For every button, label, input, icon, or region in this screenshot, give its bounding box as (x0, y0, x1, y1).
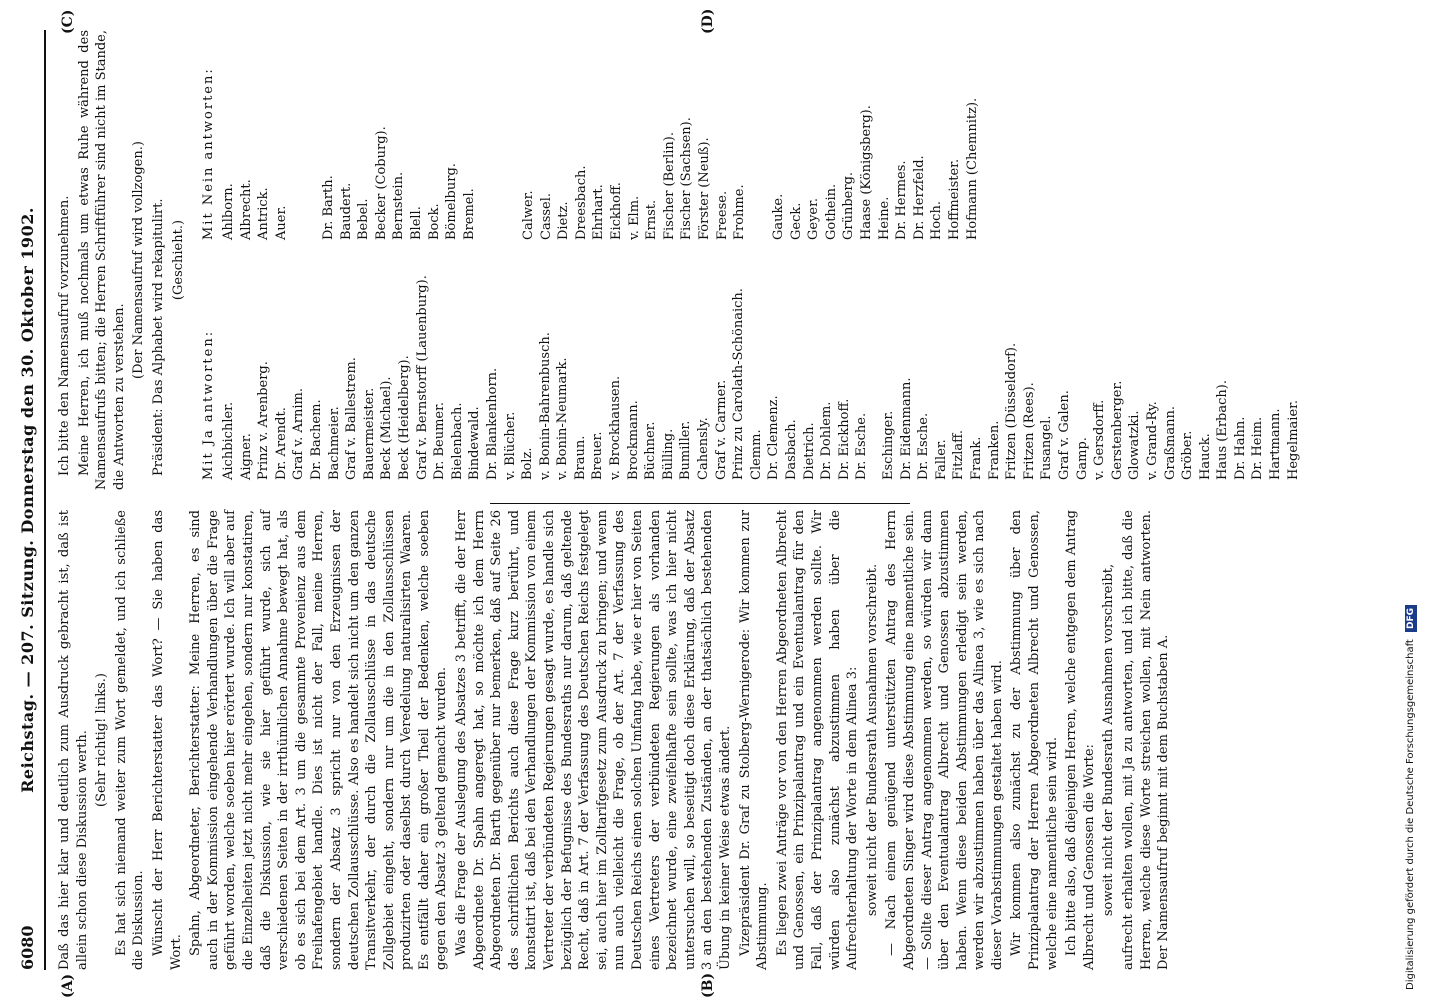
vote-name: Hauck. (1197, 433, 1213, 480)
footer (1405, 605, 1428, 990)
margin-marker-a: (A) (60, 973, 76, 998)
vote-name: Bülling. (660, 428, 676, 480)
paragraph: — Nach einem genügend unterstützten Antrag des Herrn Abgeordneten Singer wird diese Abstimmung eine namentliche sein. — Sollte dieser Antrag angenommen werden, so würden wir dann über den Eventualantrag Albrecht und Genossen abzustimmen haben. Wenn diese beiden Abstimmungen erledigt sein werden, werden wir abzustimmen haben über das Alinea 3, wie es sich nach dieser Vorabstimmungen gestaltet haben wird. (884, 510, 1005, 970)
paragraph: aufrecht erhalten wollen, mit Ja zu antworten, und ich bitte, daß die Herren, welche diese Worte streichen wollen, mit Nein antworten. Der Namensaufruf beginnt mit dem Buchstaben A. (1121, 510, 1172, 970)
vote-name: Heine. (876, 196, 892, 240)
paragraph: Daß das hier klar und deutlich zum Ausdruck gebracht ist, daß ist allein schon diese Diskussion werth. (57, 510, 90, 970)
paragraph: Wünscht der Herr Berichterstatter das Wort? — Sie haben das Wort. (150, 510, 184, 970)
ja-list-2 (880, 320, 1302, 480)
vote-name: Auer. (273, 205, 289, 240)
vote-name: Ahlborn. (221, 183, 236, 240)
vote-name: Bindewald. (467, 406, 483, 480)
nein-list-4 (770, 60, 981, 240)
vote-name: Beck (Michael). (379, 376, 395, 480)
vote-name: v. Bonin-Bahrenbusch. (537, 332, 553, 480)
vote-name: Dietrich. (801, 422, 817, 480)
vote-name: Fischer (Berlin). (661, 132, 677, 240)
vote-name: Fitzlaff. (951, 429, 967, 480)
vote-name: Graf v. Arnim. (291, 388, 307, 480)
vote-name: Cassel. (538, 192, 554, 240)
vote-name: Gothein. (823, 183, 839, 240)
vote-name: Eschinger. (881, 410, 896, 480)
vote-name: v. Brockhausen. (608, 375, 624, 480)
vote-name: Bömelburg. (444, 163, 460, 240)
vote-name: Dr. Blankenhorn. (484, 367, 500, 480)
dfg-logo: DFG (1405, 605, 1417, 632)
vote-name: Dr. Eidenmann. (898, 377, 914, 480)
vote-name: Dr. Esche. (854, 412, 870, 480)
vote-name: Dr. Esche. (916, 412, 932, 480)
paragraph: (Sehr richtig! links.) (94, 673, 110, 807)
vote-name: Dasbach. (784, 419, 799, 480)
vote-name: Bielenbach. (449, 402, 465, 480)
vote-name: Fischer (Sachsen). (679, 117, 695, 240)
paragraph: Es liegen zwei Anträge vor von den Herren Abgeordneten Albrecht und Genossen, ein Prinzipalantrag und ein Eventualantrag für den Fall, daß der Prinzipalantrag angenommen werden sollte. Wir würden also zunächst abzustimmen haben über die Aufrechterhaltung der Worte in dem Alinea 3: (774, 510, 861, 970)
vote-name: Grünberg. (841, 171, 857, 240)
paragraph: Es hat sich niemand weiter zum Wort gemeldet, und ich schließe die Diskussion. (113, 510, 147, 970)
vote-name: Graf v. Ballestrem. (344, 357, 360, 480)
vote-name: Dr. Dohlem. (819, 401, 835, 480)
paragraph: Was die Frage der Auslegung des Absatzes 3 betrifft, die der Herr Abgeordnete Dr. Spahn angeregt hat, so möchte ich dem Herrn Abgeordneten Dr. Barth gegenüber nur bemerken, daß auf Seite 26 des schriftlichen Berichts auch diese Frage kurz berührt, und konstatirt ist, daß bei den Verhandlungen der Kommission von einem Vertreter der verbündeten Regierungen gesagt wurde, es handle sich bezüglich der Befugnisse des Bundesraths nur darum, daß geltende Recht, daß in Art. 7 der Verfassung des Deutschen Reichs festgelegt sei, auch hier im Zolltarifgesetz zum Ausdruck zu bringen; und wenn nun auch vielleicht die Frage, ob der Art. 7 der Verfassung des Deutschen Reichs einen solchen Umfang habe, wie er hier von Seiten eines Vertreters der verbündeten Regierungen als vorhanden bezeichnet wurde, eine zweifelhafte sein sollte, was ich hier nicht untersuchen will, so beseitigt doch diese Erklärung, daß der Absatz 3 an den bestehenden Zuständen, an der thatsächlich bestehenden Übung in keiner Weise etwas ändert. (454, 510, 733, 970)
vote-name: Bremel. (461, 188, 477, 240)
vote-name: Blell. (408, 206, 424, 240)
vote-name: Dietz. (556, 201, 572, 240)
vote-name: v. Gersdorff. (1092, 399, 1108, 480)
vote-name: Breuer. (590, 431, 606, 480)
vote-name: Fusangel. (1039, 415, 1055, 480)
vote-name: v. Bonin-Neumark. (555, 357, 571, 480)
vote-name: Albrecht. (238, 179, 254, 240)
vote-name: Brockmann. (625, 400, 641, 480)
vote-name: Cahensly. (696, 417, 712, 480)
vote-name: Graf v. Galen. (1056, 390, 1072, 480)
vote-name: Eickhoff. (608, 182, 624, 240)
vote-name: Bernstein. (391, 171, 407, 240)
vote-name: Baudert. (338, 182, 354, 240)
paragraph: Wir kommen also zunächst zu der Abstimmung über den Prinzipalantrag der Herren Abgeordneten Albrecht und Genossen, welche eine namentliche sein wird. (1009, 510, 1060, 970)
vote-name: Clemm. (748, 429, 764, 480)
vote-name: Graf v. Bernstorff (Lauenburg). (414, 275, 430, 480)
vote-name: Dr. Clemenz. (766, 395, 782, 480)
nein-list-2 (320, 126, 478, 240)
vote-name: Gröber. (1180, 430, 1196, 480)
vote-name: Geck. (788, 202, 804, 240)
vote-name: Frank. (968, 436, 984, 480)
nein-list-3 (520, 100, 749, 240)
vote-name: Ehrhart. (591, 184, 607, 240)
vote-name: Braun. (572, 435, 588, 480)
vote-name: Glowatzki. (1127, 410, 1143, 480)
vote-name: v. Blücher. (502, 411, 518, 480)
vote-name: Gerstenberger. (1109, 380, 1125, 480)
vote-name: Dr. Hahn. (1232, 416, 1248, 480)
vote-name: Dr. Barth. (321, 175, 336, 240)
vote-name: Bock. (426, 203, 442, 240)
margin-marker-b: (B) (700, 972, 716, 998)
vote-name: Faller. (933, 439, 949, 480)
paragraph: Vizepräsident Dr. Graf zu Stolberg-Wernigerode: Wir kommen zur Abstimmung. (737, 510, 771, 970)
vote-name: Haus (Erbach). (1215, 380, 1231, 480)
vote-name: Prinz v. Arenberg. (256, 361, 272, 480)
paragraph: Meine Herren, ich muß nochmals um etwas Ruhe während des Namensaufrufs bitten; die Herren Schriftführer sind nicht im Stande, die Antworten zu verstehen. (76, 30, 127, 490)
vote-name: Förster (Neuß). (696, 137, 712, 240)
vote-ja-heading: Mit Ja antworten: (201, 329, 216, 480)
right-column (56, 30, 189, 490)
vote-name: Hoch. (929, 201, 945, 240)
vote-name: Fritzen (Düsseldorf). (1004, 342, 1020, 480)
vote-name: Dr. Heim. (1250, 416, 1266, 480)
vote-name: Aigner. (238, 433, 254, 480)
vote-name: Geyer. (806, 197, 822, 240)
vote-name: Aichbichler. (221, 401, 236, 480)
column-rule (490, 503, 910, 504)
vote-name: Dreesbach. (573, 165, 589, 240)
vote-name: v. Elm. (626, 195, 642, 240)
quoted-words: soweit nicht der Bundesrath Ausnahmen vorschreibt, (1101, 563, 1117, 917)
vote-name: Dr. Bachem. (308, 399, 324, 480)
page-header (14, 30, 44, 970)
vote-name: Dr. Eickhoff. (836, 398, 852, 480)
vote-name: Beck (Heidelberg). (396, 355, 412, 480)
vote-name: Ernst. (644, 199, 660, 240)
margin-marker-d: (D) (700, 8, 716, 34)
vote-name: Hofmann (Chemnitz). (964, 97, 980, 240)
paragraph: (Der Namensaufruf wird vollzogen.) (131, 141, 147, 379)
vote-name: Bumiller. (678, 420, 694, 480)
paragraph: Ich bitte also, daß diejenigen Herren, welche entgegen dem Antrag Albrecht und Genossen die Worte: (1064, 510, 1097, 970)
vote-name: Haase (Königsberg). (858, 105, 874, 240)
vote-name: Hegelmaier. (1285, 399, 1301, 480)
vote-name: Freese. (714, 190, 730, 240)
vote-name: v. Grand-Ry. (1144, 401, 1160, 480)
vote-name: Bachmeier. (326, 406, 342, 480)
vote-name: Fritzen (Rees). (1021, 382, 1037, 480)
vote-nein-heading: Mit Nein antworten: (201, 67, 216, 240)
paragraph: Präsident: Das Alphabet wird rekapitulirt. (150, 198, 166, 476)
vote-name: Prinz zu Carolath-Schönaich. (731, 288, 747, 480)
vote-name: Gamp. (1074, 437, 1090, 480)
ja-list-1 (220, 275, 871, 480)
footer-text: Digitalisierung gefördert durch die Deutsche Forschungsgemeinschaft (1405, 639, 1416, 990)
vote-name: Bauermeister. (361, 387, 377, 480)
left-column (56, 510, 1175, 970)
quoted-words: soweit nicht der Bundesrath Ausnahmen vorschreibt. (864, 563, 880, 917)
vote-name: Hoffmeister. (946, 158, 962, 240)
vote-name: Becker (Coburg). (373, 126, 389, 240)
vote-name: Büchner. (643, 421, 659, 480)
vote-name: Bebel. (356, 198, 372, 240)
vote-name: Graf v. Carmer. (713, 379, 729, 480)
vote-name: Frohme. (732, 184, 748, 240)
paragraph: (Geschieht.) (170, 219, 186, 301)
vote-name: Calwer. (521, 190, 536, 240)
paragraph: Ich bitte den Namensaufruf vorzunehmen. (57, 195, 72, 476)
nein-list-1 (220, 140, 290, 240)
vote-name: Bolz. (520, 447, 536, 480)
vote-name: Dr. Beumer. (432, 401, 448, 480)
vote-name: Dr. Hermes. (894, 160, 910, 240)
vote-name: Dr. Herzfeld. (911, 155, 927, 240)
header-rule (44, 30, 46, 970)
vote-name: Graßmann. (1162, 406, 1178, 480)
page-title: Reichstag. — 207. Sitzung. Donnerstag den 30. Oktober 1902. (18, 207, 37, 793)
vote-name: Gauke. (771, 193, 786, 240)
margin-marker-c: (C) (60, 9, 76, 34)
vote-name: Hartmann. (1268, 408, 1284, 480)
paragraph: Spahn, Abgeordneter, Berichterstatter: Meine Herren, es sind auch in der Kommission eingehende Verhandlungen über die Frage geführt worden, welche soeben hier erörtert wurde. Ich will aber auf die Einzelheiten jetzt nicht mehr eingehen, sondern nur konstatiren, daß die Diskussion, wie sie hier geführt wurde, sich auf verschiedenen Seiten in der irrthümlichen Annahme bewegt hat, als ob es sich bei dem Art. 3 um die gesammte Provenienz aus dem Freihafengebiet handle. Dies ist nicht der Fall, meine Herren, sondern der Absatz 3 spricht nur von den Erzeugnissen der deutschen Zollausschlüsse. Also es handelt sich nicht um den ganzen Transitverkehr, der durch die Zollausschlüsse in das deutsche Zollgebiet eingeht, sondern nur um die in den Zollausschlüssen produzirten oder daselbst durch Veredelung naturalisirten Waaren. Es entfällt daher ein großer Theil der Bedenken, welche soeben gegen den Absatz 3 geltend gemacht wurden. (188, 510, 450, 970)
vote-name: Dr. Arendt. (273, 407, 289, 480)
vote-name: Antrick. (256, 187, 272, 240)
page-number: 6080 (18, 925, 37, 970)
vote-name: Franken. (986, 420, 1002, 480)
